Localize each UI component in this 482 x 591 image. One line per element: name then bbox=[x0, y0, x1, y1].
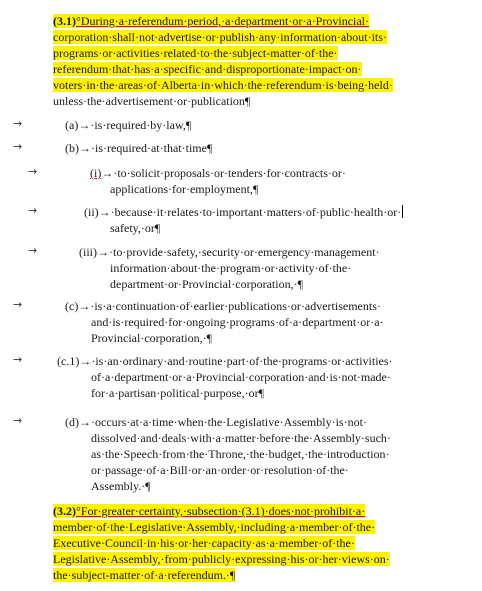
tab-arrow-icon: → bbox=[13, 353, 23, 366]
text-line: and·is·required·for·ongoing·programs·of·a·department·or·a· bbox=[91, 315, 384, 329]
tab-arrow-icon: → bbox=[13, 298, 23, 311]
text-line: voters·in·the·areas·of·Alberta·in·which·the·referendum·is·being·held· bbox=[53, 78, 393, 92]
text-line: →·to·provide·safety,·security·or·emergency·management· bbox=[97, 245, 380, 259]
clause-label: (iii) bbox=[79, 245, 97, 259]
text-line: →·is·required·at·that·time¶ bbox=[79, 141, 213, 155]
text-line: as·the·Speech·from·the·Throne,·the·budget,·the·introduction· bbox=[91, 447, 390, 461]
anchor-mark: ° bbox=[76, 14, 81, 28]
text-line: the·subject-matter·of·a·referendum.·¶ bbox=[53, 568, 236, 582]
text-line: Legislative·Assembly,·from·publicly·expressing·his·or·her·views·on· bbox=[53, 552, 390, 566]
clause-c bbox=[65, 298, 384, 346]
subclause-iii bbox=[79, 244, 380, 292]
subclause-ii bbox=[84, 204, 403, 236]
text-line: applications·for·employment,¶ bbox=[110, 182, 259, 196]
section-3-1 bbox=[53, 13, 393, 109]
text-line: →·occurs·at·a·time·when·the·Legislative·Assembly·is·not· bbox=[79, 415, 367, 429]
tab-arrow-icon: → bbox=[13, 117, 23, 130]
tab-arrow-icon: → bbox=[28, 204, 38, 217]
section-number: (3.2) bbox=[53, 504, 76, 518]
text-line: or·passage·of·a·Bill·or·an·order·or·resolution·of·the· bbox=[91, 463, 349, 477]
text-line: →·to·solicit·proposals·or·tenders·for·contracts·or· bbox=[101, 166, 346, 180]
clause-c1 bbox=[57, 353, 393, 401]
clause-label: (i) bbox=[90, 166, 102, 180]
tab-arrow-icon: → bbox=[28, 165, 38, 178]
clause-label: (a) bbox=[65, 118, 79, 132]
text-line: During·a·referendum·period,·a·department·or·a·Provincial· bbox=[80, 14, 370, 28]
text-line: of·a·department·or·a·Provincial·corporation·and·is·not·made· bbox=[91, 370, 391, 384]
clause-d bbox=[65, 414, 391, 494]
text-line: →·is·an·ordinary·and·routine·part·of·the·programs·or·activities· bbox=[79, 354, 393, 368]
text-line: dissolved·and·deals·with·a·matter·before·the·Assembly·such· bbox=[91, 431, 391, 445]
subclause-i bbox=[90, 165, 346, 197]
section-number: (3.1) bbox=[53, 14, 76, 28]
text-line: Provincial·corporation,·¶ bbox=[91, 331, 213, 345]
text-line: →·is·a·continuation·of·earlier·publications·or·advertisements· bbox=[78, 299, 381, 313]
clause-label: (c.1) bbox=[57, 354, 80, 368]
text-line: safety,·or¶ bbox=[110, 221, 161, 235]
text-line: member·of·the·Legislative·Assembly,·including·a·member·of·the· bbox=[53, 520, 376, 534]
text-line: for·a·partisan·political·purpose,·or¶ bbox=[91, 386, 265, 400]
text-line: Executive·Council·in·his·or·her·capacity·as·a·member·of·the· bbox=[53, 536, 355, 550]
text-line: →·because·it·relates·to·important·matters·of·public·health·or· bbox=[98, 205, 402, 219]
text-line: information·about·the·program·or·activity·of·the· bbox=[110, 261, 352, 275]
text-line: referendum·that·has·a·specific·and·disproportionate·impact·on· bbox=[53, 62, 362, 76]
text-line: →·is·required·by·law,¶ bbox=[78, 118, 192, 132]
text-line: department·or·Provincial·corporation,·¶ bbox=[110, 277, 304, 291]
tab-arrow-icon: → bbox=[13, 140, 23, 153]
anchor-mark: ° bbox=[76, 504, 81, 518]
text-line: corporation·shall·not·advertise·or·publish·any·information·about·its· bbox=[53, 30, 387, 44]
clause-label: (d) bbox=[65, 415, 79, 429]
text-line: unless·the·advertisement·or·publication¶ bbox=[53, 94, 251, 108]
tab-arrow-icon: → bbox=[13, 414, 23, 427]
text-line: programs·or·activities·related·to·the·subject-matter·of·the· bbox=[53, 46, 338, 60]
text-cursor bbox=[402, 205, 403, 218]
tab-arrow-icon: → bbox=[28, 244, 38, 257]
clause-label: (ii) bbox=[84, 205, 99, 219]
clause-a bbox=[65, 117, 191, 133]
clause-label: (c) bbox=[65, 299, 79, 313]
clause-label: (b) bbox=[65, 141, 79, 155]
text-line: Assembly.·¶ bbox=[91, 479, 151, 493]
clause-b bbox=[65, 140, 212, 156]
text-line: For·greater·certainty,·subsection·(3.1)·does·not·prohibit·a· bbox=[80, 504, 366, 518]
section-3-2 bbox=[53, 503, 390, 583]
